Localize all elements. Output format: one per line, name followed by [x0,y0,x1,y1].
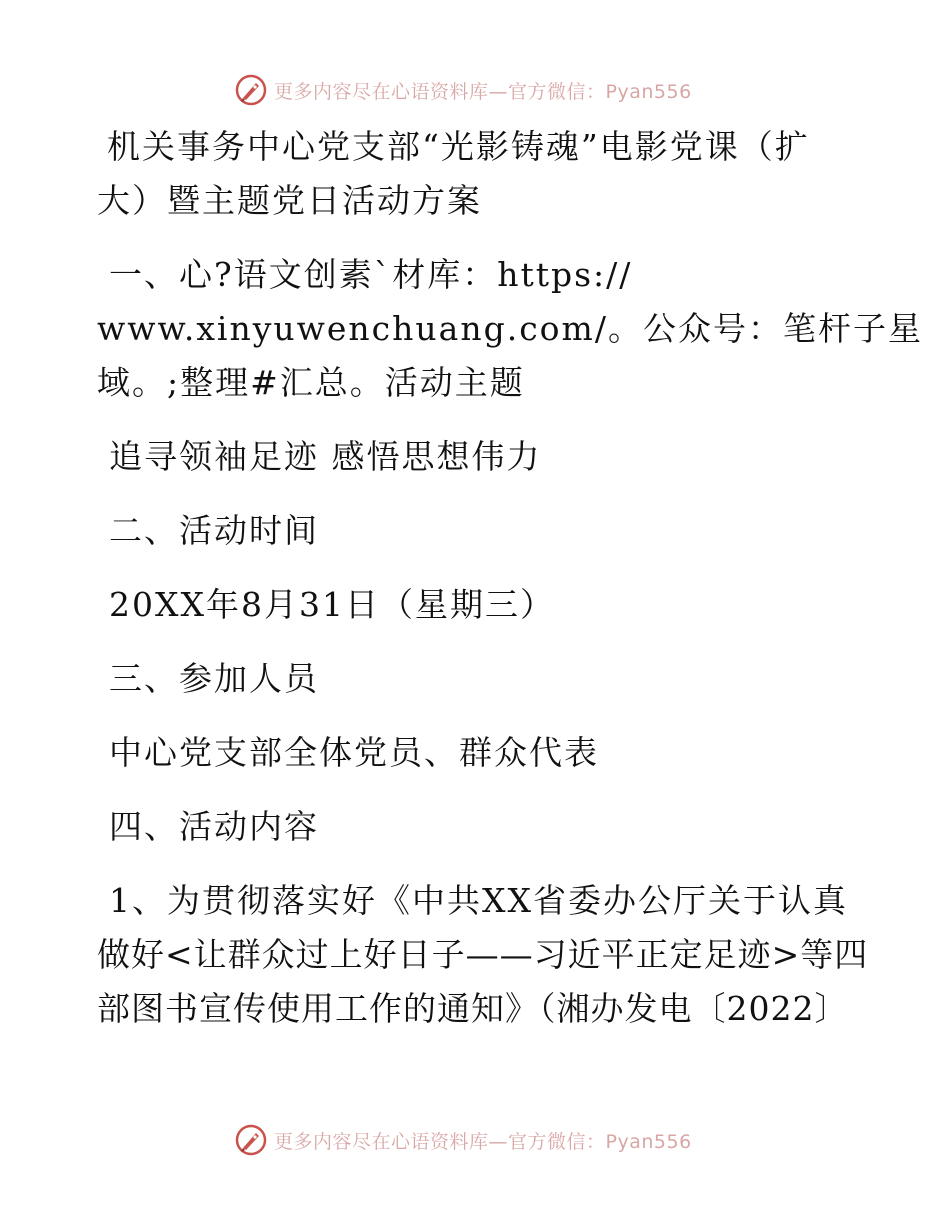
activity-time: 20XX年8月31日（星期三） [109,585,555,624]
document-body [97,120,923,1036]
section-3-heading: 三、参加人员 [109,659,319,698]
participants: 中心党支部全体党员、群众代表 [109,733,599,772]
document-title-line-1: 机关事务中心党支部“光影铸魂”电影党课（扩 [107,127,810,166]
section-1-line-1: 一、心?语文创素`材库：https:// [109,255,633,294]
section-1-line-2: www.xinyuwenchuang.com/。公众号：笔杆子星 [97,309,923,348]
section-2-heading: 二、活动时间 [109,511,319,550]
section-1-line-3: 域。;整理#汇总。活动主题 [97,363,525,402]
watermark-banner-top [234,70,734,110]
pen-nib-logo-icon [234,1123,268,1157]
watermark-banner-bottom [234,1120,734,1160]
section-4-heading: 四、活动内容 [109,807,319,846]
section-4-line-3: 部图书宣传使用工作的通知》（湘办发电〔2022〕 [97,989,849,1028]
section-4-line-2: 做好<让群众过上好日子——习近平正定足迹>等四 [97,935,869,974]
document-title-line-2: 大）暨主题党日活动方案 [97,181,482,220]
pen-nib-logo-icon [234,73,268,107]
watermark-text: 更多内容尽在心语资料库—官方微信：Pyan556 [274,1130,692,1153]
watermark-text: 更多内容尽在心语资料库—官方微信：Pyan556 [274,80,692,103]
activity-theme: 追寻领袖足迹 感悟思想伟力 [109,437,542,476]
section-4-line-1: 1、为贯彻落实好《中共XX省委办公厅关于认真 [109,881,848,920]
